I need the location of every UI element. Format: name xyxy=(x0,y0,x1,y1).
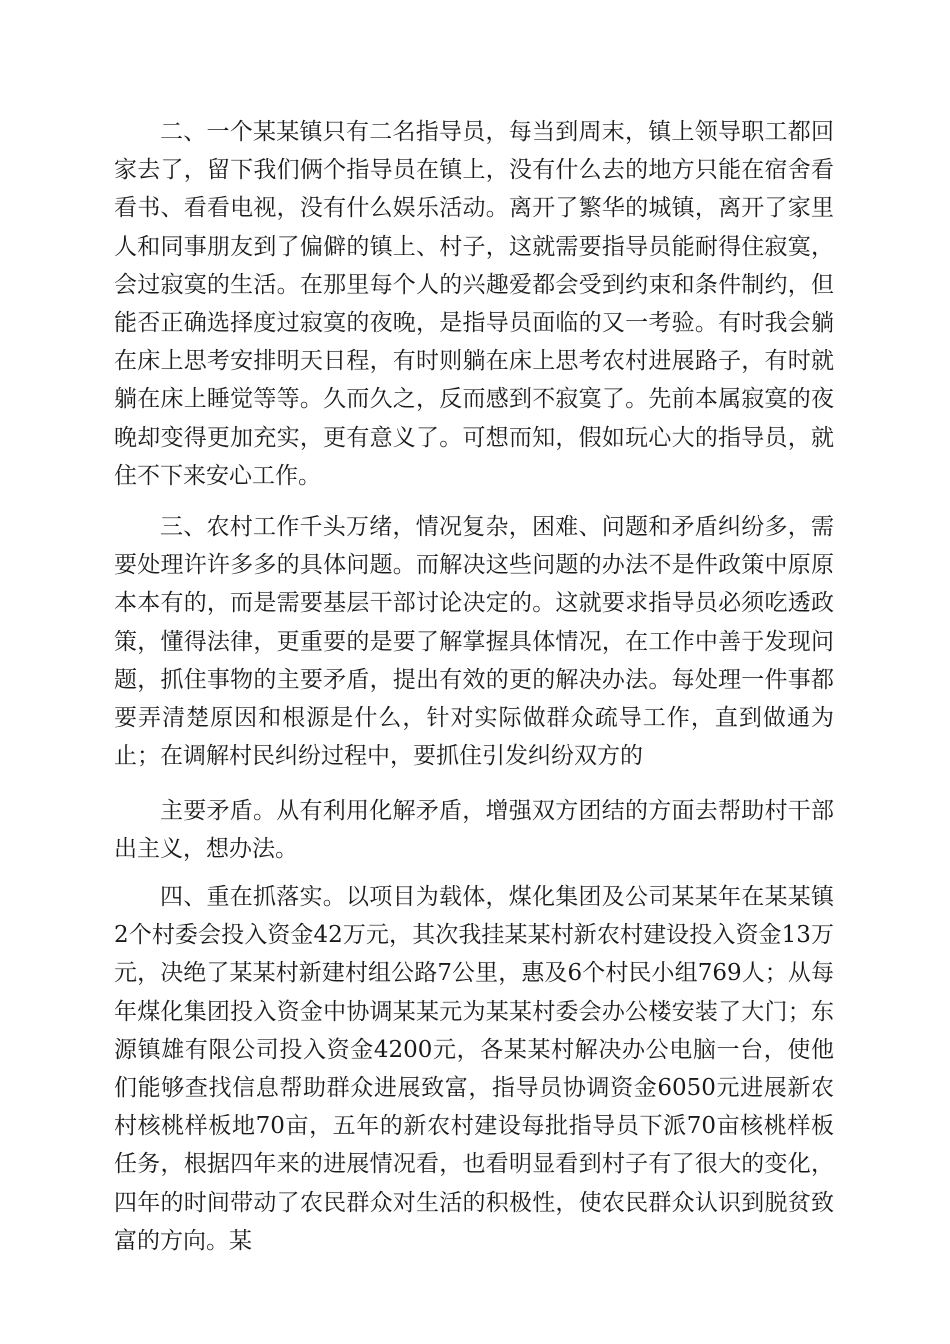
paragraph-four: 四、重在抓落实。以项目为载体，煤化集团及公司某某年在某某镇2个村委会投入资金42万元，其次我挂某某村新农村建设投入资金13万元，决绝了某某村新建村组公路7公里，惠及6个村民小组769人；从每年煤化集团投入资金中协调某某元为某某村委会办公楼安装了大门；东源镇雄有限公司投入资金4200元，各某某村解决办公电脑一台，使他们能够查找信息帮助群众进展致富，指导员协调资金6050元进展新农村核桃样板地70亩，五年的新农村建设每批指导员下派70亩核桃样板任务，根据四年来的进展情况看，也看明显看到村子有了很大的变化，四年的时间带动了农民群众对生活的积极性，使农民群众认识到脱贫致富的方向。某 xyxy=(114,884,834,1254)
paragraph-two: 二、一个某某镇只有二名指导员，每当到周末，镇上领导职工都回家去了，留下我们俩个指导员在镇上，没有什么去的地方只能在宿舍看看书、看看电视，没有什么娱乐活动。离开了繁华的城镇，离开了家里人和同事朋友到了偏僻的镇上、村子，这就需要指导员能耐得住寂寞，会过寂寞的生活。在那里每个人的兴趣爱都会受到约束和条件制约，但能否正确选择度过寂寞的夜晚，是指导员面临的又一考验。有时我会躺在床上思考安排明天日程，有时则躺在床上思考农村进展路子，有时就躺在床上睡觉等等。久而久之，反而感到不寂寞了。先前本属寂寞的夜晚却变得更加充实，更有意义了。可想而知，假如玩心大的指导员，就住不下来安心工作。 xyxy=(114,119,834,489)
paragraph-three-continued: 主要矛盾。从有利用化解矛盾，增强双方团结的方面去帮助村干部出主义，想办法。 xyxy=(114,798,834,863)
paragraph-three: 三、农村工作千头万绪，情况复杂，困难、问题和矛盾纠纷多，需要处理许许多多的具体问题。而解决这些问题的办法不是件政策中原原本本有的，而是需要基层干部讨论决定的。这就要求指导员必须吃透政策，懂得法律，更重要的是要了解掌握具体情况，在工作中善于发现问题，抓住事物的主要矛盾，提出有效的更的解决办法。每处理一件事都要弄清楚原因和根源是什么，针对实际做群众疏导工作，直到做通为止；在调解村民纠纷过程中，要抓住引发纠纷双方的 xyxy=(114,514,834,770)
